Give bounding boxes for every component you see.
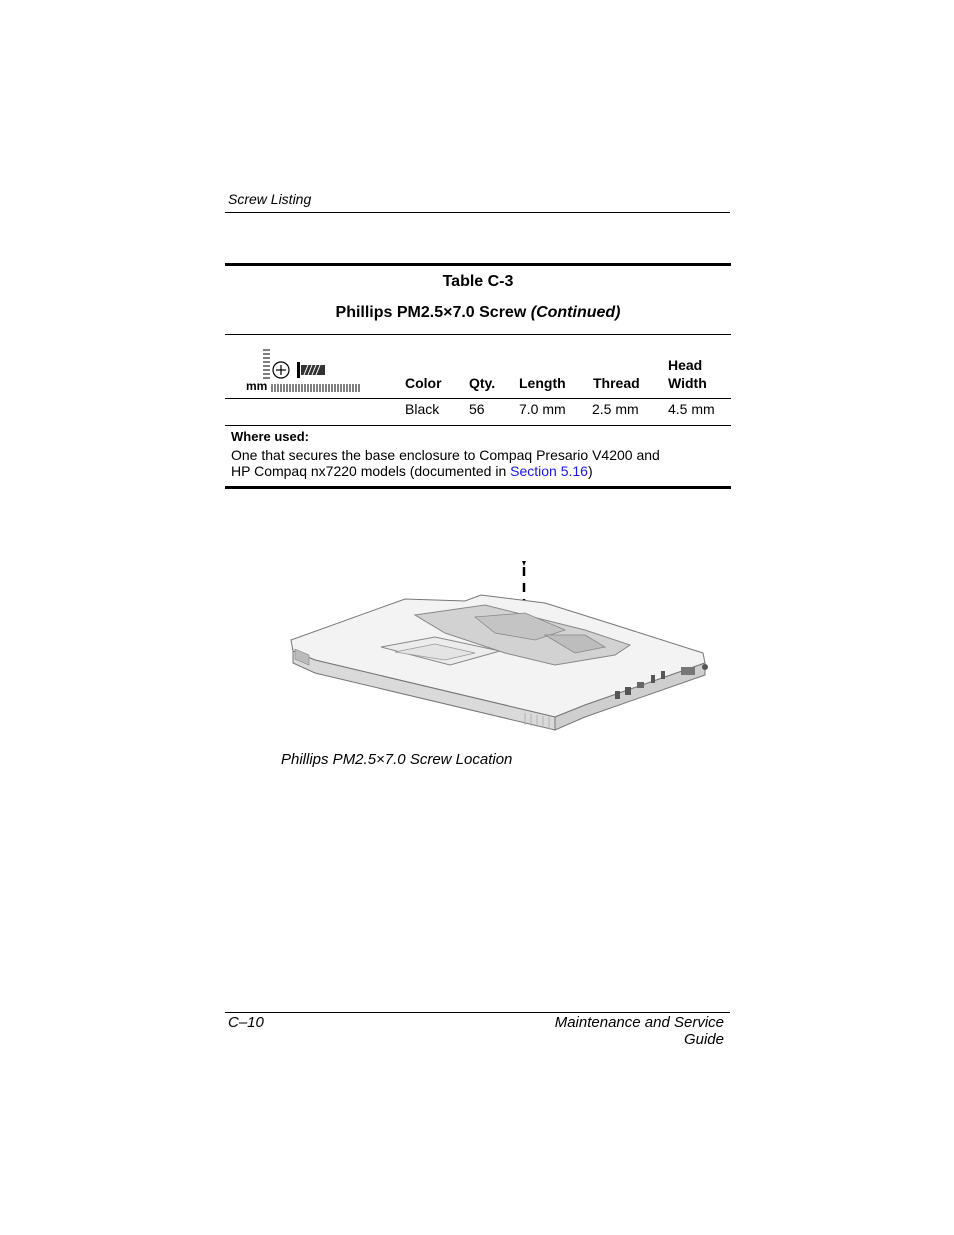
where-used-line2-text: HP Compaq nx7220 models (documented in [231,463,511,479]
col-header-thread: Thread [593,375,640,391]
col-header-head: Head [668,357,703,373]
table-title [225,304,731,322]
where-used-text [231,447,691,479]
base-enclosure-figure [285,555,725,735]
ruler-unit-label: mm [246,379,268,393]
col-header-width: Width [668,375,707,391]
where-used-line1: One that secures the base enclosure to Compaq Presario V4200 and [231,447,660,463]
table-bottom-rule [225,486,731,489]
table-title-main: Phillips PM2.5×7.0 Screw [335,304,527,321]
footer-rule [225,1012,730,1013]
footer-title: Maintenance and Service Guide [554,1014,724,1048]
cell-color: Black [405,401,440,417]
table-title-rule [225,334,731,335]
header-rule [225,212,730,213]
where-used-label: Where used: [231,429,310,444]
col-header-color: Color [405,375,442,391]
where-used-line2 [231,463,691,479]
col-header-length: Length [519,375,566,391]
page-number: C–10 [228,1014,264,1031]
cell-qty: 56 [469,401,485,417]
table-header-rule [225,398,731,399]
cell-length: 7.0 mm [519,401,566,417]
figure-caption: Phillips PM2.5×7.0 Screw Location [281,751,513,768]
table-top-rule [225,263,731,266]
where-used-line2-end: ) [587,463,593,479]
running-header: Screw Listing [228,191,312,207]
cell-head-width: 4.5 mm [668,401,715,417]
section-link[interactable]: Section 5.16 [510,463,588,479]
cell-thread: 2.5 mm [592,401,639,417]
table-title-suffix: (Continued) [530,304,621,321]
table-row-rule [225,425,731,426]
table-label: Table C-3 [442,273,514,290]
col-header-qty: Qty. [469,375,496,391]
